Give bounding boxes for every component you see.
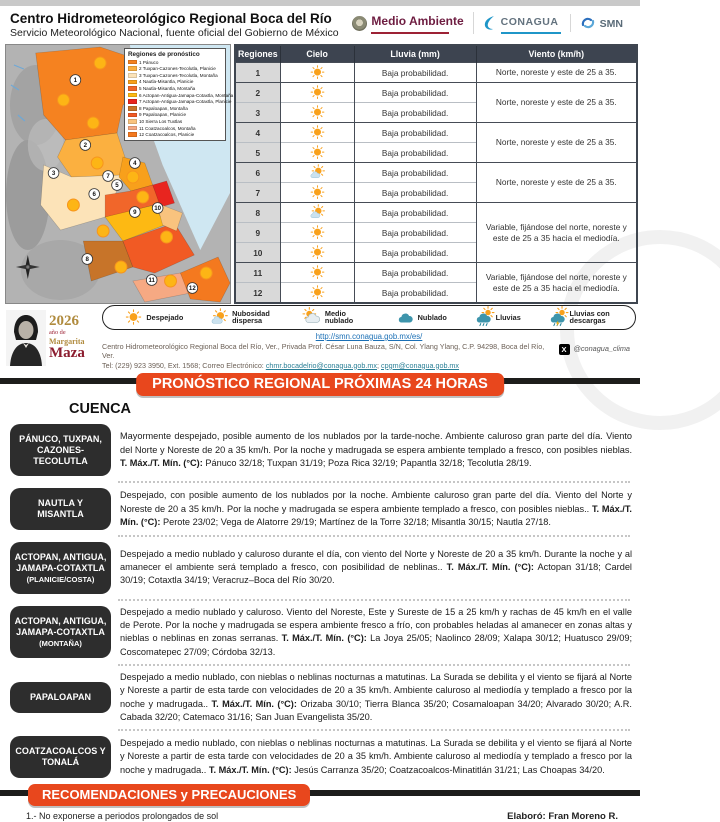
svg-text:3: 3: [51, 170, 56, 178]
svg-text:5: 5: [115, 182, 119, 190]
temps-label: T. Máx./T. Mín. (°C):: [208, 764, 292, 775]
storm-sun-icon: [548, 308, 567, 327]
legend-label: 3 Tuxpan-Cazones-Tecolutla, Montaña: [139, 72, 218, 78]
basin-row: [0, 538, 640, 598]
sun-icon: [309, 284, 326, 301]
sun-cloud-icon: [309, 164, 326, 181]
basin-name-box: [10, 542, 111, 594]
dotted-separator: [118, 664, 630, 666]
table-row: [235, 263, 637, 283]
basin-forecast-text: Despejado, con posible aumento de los nublados por la noche. Ambiente caluroso gran parte del día. Viento del Norte y Noreste de 20 a 35 km/h. Por la noche y madrugada se espera ambiente templado a fresco, con posibles nieblas.. T. Máx./T. Mín. (°C): Perote 23/02; Vega de Alatorre 29/19; Martínez de la Torre 32/18; Misantla 30/15; Nautla 27/18.: [120, 490, 632, 527]
basin-row: [0, 732, 640, 782]
sky-legend-item: [210, 308, 276, 327]
legend-swatch: [128, 113, 137, 118]
sun-icon: [309, 124, 326, 141]
svg-text:7: 7: [106, 173, 110, 181]
basin-row: [0, 667, 640, 728]
sun-icon: [124, 308, 143, 327]
sky-legend-label: Lluvias: [495, 312, 521, 322]
region-cell: 2: [235, 83, 280, 103]
address-line2-prefix: Tel: (229) 923 3950, Ext. 1568; Correo Electrónico:: [102, 360, 266, 370]
basin-name-box: [10, 424, 111, 476]
wind-cell: Norte, noreste y este de 25 a 35.: [476, 63, 637, 83]
column-header: Lluvia (mm): [354, 45, 476, 63]
page-subtitle: Servicio Meteorológico Nacional, fuente oficial del Gobierno de México: [10, 27, 339, 39]
basin-name: COATZACOALCOS Y TONALÁ: [15, 746, 106, 768]
recommendations-band: [0, 784, 640, 808]
basin-name: NAUTLA Y MISANTLA: [37, 498, 84, 520]
sky-legend-item: [474, 308, 521, 327]
basin-row: [0, 602, 640, 663]
legend-swatch: [128, 66, 137, 71]
column-header: Cielo: [280, 45, 354, 63]
svg-text:11: 11: [148, 277, 155, 285]
column-header: Viento (km/h): [476, 45, 637, 63]
conagua-wave-icon: [483, 15, 497, 31]
footer-strip: [0, 304, 640, 370]
address-line1: Centro Hidrometeorológico Regional Boca del Río, Ver., Privada Prof. César Luna Bauza, S/N, Col. Ylang Ylang, C.P. 94298, Boca del Río, Ver.: [102, 341, 545, 361]
basin-name-box: [10, 488, 111, 530]
recommendations-banner: RECOMENDACIONES y PRECAUCIONES: [28, 784, 310, 806]
sky-cell: [280, 203, 354, 223]
legend-label: 4 Nautla-Misantla, Planicie: [139, 79, 194, 85]
smn-url-link[interactable]: http://smn.conagua.gob.mx/es/: [315, 331, 423, 341]
map-legend-row: [128, 99, 232, 105]
sky-cell: [280, 283, 354, 304]
margarita-label: Margarita: [49, 336, 85, 346]
credit-label: Elaboró: Fran Moreno R.: [507, 811, 618, 822]
legend-swatch: [128, 132, 137, 137]
basin-name: PAPALOAPAN: [29, 692, 91, 703]
table-row: [235, 63, 637, 83]
page-header: [0, 6, 640, 44]
dotted-separator: [118, 481, 630, 483]
sun-icon: [309, 64, 326, 81]
dotted-separator: [118, 729, 630, 731]
legend-swatch: [128, 73, 137, 78]
sun-icon: [309, 264, 326, 281]
table-row: [235, 83, 637, 103]
rain-cell: Baja probabilidad.: [354, 83, 476, 103]
column-header: Regiones: [235, 45, 280, 63]
wind-cell: Variable, fijándose del norte, noreste y este de 25 a 35 hacia el mediodía.: [476, 263, 637, 304]
temps-label: T. Máx./T. Mín. (°C):: [281, 633, 367, 644]
sky-legend-label: Despejado: [146, 312, 184, 322]
sun-icon: [309, 184, 326, 201]
sun-cloud-icon: [309, 204, 326, 221]
basin-name: PÁNUCO, TUXPAN, CAZONES-TECOLUTLA: [19, 434, 102, 466]
bottom-partial-row: [0, 808, 640, 822]
legend-label: 10 Sierra Los Tuxtlas: [139, 118, 183, 124]
region-cell: 7: [235, 183, 280, 203]
sun-icon: [309, 244, 326, 261]
rain-cell: Baja probabilidad.: [354, 183, 476, 203]
rain-cell: Baja probabilidad.: [354, 223, 476, 243]
region-cell: 12: [235, 283, 280, 304]
svg-text:6: 6: [92, 191, 96, 199]
region-cell: 4: [235, 123, 280, 143]
legend-swatch: [128, 93, 137, 98]
region-cell: 11: [235, 263, 280, 283]
map-legend-row: [128, 66, 222, 71]
svg-text:12: 12: [188, 285, 196, 293]
map-legend-row: [128, 119, 222, 124]
year-sub-label: año de: [49, 329, 66, 337]
cuenca-column-header: CUENCA: [68, 401, 132, 417]
map-legend: [124, 48, 234, 141]
basin-row: [0, 420, 640, 480]
temps-label: T. Máx./T. Mín. (°C):: [446, 562, 534, 573]
sky-legend-item: [548, 308, 614, 327]
region-cell: 5: [235, 143, 280, 163]
sky-cell: [280, 143, 354, 163]
legend-label: 5 Nautla-Misantla, Montaña: [139, 85, 196, 91]
x-handle[interactable]: @conagua_clima: [573, 343, 630, 353]
basin-forecast-text: Despejado a medio nublado y caluroso. Viento del Noreste, Este y Sureste de 15 a 25 km/h y rachas de 45 km/h en el valle de Perote. Por la noche y madrugada se espera ambiente fresco a frío, con probables heladas al amanecer en zonas altas y nieblas o neblinas en zonas serranas. T. Máx./T. Mín. (°C): La Joya 25/05; Naolinco 28/09; Xalapa 30/12; Huatusco 29/09; Coscomatepec 27/09; Córdoba 32/13.: [120, 606, 632, 657]
site-link-row: [102, 332, 636, 341]
sky-legend-item: [124, 308, 183, 327]
sun-icon: [309, 144, 326, 161]
logo-medio-ambiente: [343, 12, 472, 34]
conagua-label: CONAGUA: [500, 16, 559, 28]
legend-label: 1 Pánuco: [139, 59, 159, 65]
svg-text:8: 8: [85, 256, 89, 264]
legend-swatch: [128, 86, 137, 91]
region-cell: 6: [235, 163, 280, 183]
svg-text:9: 9: [133, 209, 137, 217]
map-legend-row: [128, 79, 222, 84]
map-and-table-section: [0, 44, 640, 304]
map-legend-row: [128, 126, 222, 131]
legend-label: 7 Actopan-Antigua-Jamapa-Cotaxtla, Planicie: [139, 99, 232, 105]
rain-cell: Baja probabilidad.: [354, 203, 476, 223]
basin-name-box: [10, 606, 111, 658]
sun-icon: [309, 84, 326, 101]
rain-cell: Baja probabilidad.: [354, 283, 476, 304]
medio-ambiente-subtitle-bar: [371, 32, 449, 34]
rain-sun-icon: [474, 308, 493, 327]
maza-label: Maza: [49, 344, 85, 361]
legend-label: 9 Papaloapan, Planicie: [139, 112, 186, 118]
region-cell: 9: [235, 223, 280, 243]
map-legend-row: [128, 73, 222, 78]
sky-legend-label: Lluvias con descargas: [569, 308, 610, 326]
logo-bar: [343, 12, 632, 34]
basin-name-box: [10, 736, 111, 778]
sky-cell: [280, 83, 354, 103]
sky-legend-label: Nubosidad dispersa: [232, 308, 270, 326]
sky-condition-legend: [102, 305, 636, 330]
temps-label: T. Máx./T. Mín. (°C):: [120, 457, 203, 468]
basin-forecast-text: Mayormente despejado, posible aumento de los nublados por la tarde-noche. Ambiente caluroso gran parte del día. Viento del Norte y Noreste de 20 a 35 km/h. Por la noche y madrugada se espera ambiente templado a fresco, con posibles nieblas. T. Máx./T. Mín. (°C): Pánuco 32/18; Tuxpan 31/19; Poza Rica 32/19; Papantla 32/18; Tecolutla 28/19.: [120, 431, 632, 468]
basin-name: ACTOPAN, ANTIGUA, JAMAPA-COTAXTLA: [14, 616, 107, 638]
sky-cell: [280, 163, 354, 183]
svg-text:10: 10: [154, 205, 162, 213]
map-legend-row: [128, 106, 222, 111]
temps-label: T. Máx./T. Mín. (°C):: [211, 698, 297, 709]
contact-address: Centro Hidrometeorológico Regional Boca del Río, Ver., Privada Prof. César Luna Bauza, S/N, Col. Ylang Ylang, C.P. 94298, Boca del Río, Ver. Tel: (229) 923 3950, Ext. 1568; Correo Electrónico: chmr.bocadelrio@conagua.gob.mx; cpgm@conagua.gob.mx: [102, 341, 545, 370]
map-legend-row: [128, 132, 222, 137]
medio-ambiente-seal-icon: [352, 16, 367, 31]
svg-text:1: 1: [73, 77, 78, 85]
sky-legend-label: Nublado: [417, 312, 447, 322]
map-legend-row: [128, 86, 222, 91]
basin-sub-label: (MONTAÑA): [39, 639, 82, 649]
legend-swatch: [128, 126, 137, 131]
basin-forecast-text: Despejado a medio nublado, con nieblas o neblinas nocturnas a matutinas. La Surada se debilita y el viento se fijará al Norte y Noreste a partir de esta tarde con velocidades de 20 a 35 km/h. Ambiente caluroso al mediodía y templado a fresco por la noche y madrugada.. T. Máx./T. Mín. (°C): Orizaba 30/10; Tierra Blanca 35/20; Cosamaloapan 34/20; Alvarado 30/20; A.R. Cabada 32/20; Catemaco 31/16; San Juan Evangelista 35/20.: [120, 671, 632, 722]
table-row: [235, 123, 637, 143]
sun-icon: [309, 224, 326, 241]
region-cell: 8: [235, 203, 280, 223]
social-row: [559, 342, 637, 370]
conagua-subtitle-bar: [501, 32, 561, 34]
sky-legend-item: [303, 308, 369, 327]
x-twitter-icon: X: [559, 344, 570, 355]
dotted-separator: [118, 599, 630, 601]
regional-forecast-banner: PRONÓSTICO REGIONAL PRÓXIMAS 24 HORAS: [136, 373, 504, 396]
map-legend-row: [128, 60, 222, 65]
map-legend-title: Regiones de pronóstico: [128, 51, 200, 58]
dotted-separator: [118, 535, 630, 537]
legend-swatch: [128, 60, 137, 65]
rain-cell: Baja probabilidad.: [354, 143, 476, 163]
forecast-table: [234, 44, 638, 304]
basin-sub-label: (PLANICIE/COSTA): [26, 574, 95, 584]
sun-icon: [309, 104, 326, 121]
margarita-maza-portrait: [6, 310, 46, 366]
sky-legend-item: [396, 308, 447, 327]
sun-cloud-icon: [210, 308, 229, 327]
forecast-table-wrap: [234, 44, 638, 304]
basin-forecast-text: Despejado a medio nublado y caluroso durante el día, con viento del Norte y Noreste de 20 a 35 km/h. Durante la noche y al amanecer el ambiente será templado a fresco, con posibilidad de neblinas.. T. Máx./T. Mín. (°C): Actopan 31/18; Cardel 30/19; Cotaxtla 34/19; Veracruz–Boca del Río 30/20.: [120, 548, 632, 586]
table-row: [235, 163, 637, 183]
legend-label: 12 Coatzacoalcos, Planicie: [139, 132, 195, 138]
legend-swatch: [128, 106, 137, 111]
map-legend-row: [128, 92, 234, 98]
year-badge-block: [2, 305, 102, 370]
wind-cell: Variable, fijándose del norte, noreste y este de 25 a 35 hacia el mediodía.: [476, 203, 637, 263]
sky-cell: [280, 183, 354, 203]
rain-cell: Baja probabilidad.: [354, 103, 476, 123]
cloud-icon: [396, 308, 415, 327]
rain-cell: Baja probabilidad.: [354, 163, 476, 183]
forecast-regions-map: [5, 44, 234, 304]
legend-swatch: [128, 99, 137, 104]
temps-label: T. Máx./T. Mín. (°C):: [120, 503, 632, 527]
basin-name: ACTOPAN, ANTIGUA, JAMAPA-COTAXTLA: [14, 551, 107, 573]
page-title: Centro Hidrometeorológico Regional Boca del Río: [10, 11, 332, 26]
region-cell: 10: [235, 243, 280, 263]
legend-swatch: [128, 80, 137, 85]
smn-swirl-icon: [580, 15, 596, 31]
logo-smn: [570, 14, 632, 32]
legend-label: 11 Coatzacoalcos, Montaña: [139, 125, 196, 131]
rain-cell: Baja probabilidad.: [354, 263, 476, 283]
sky-legend-label: Medio nublado: [324, 308, 354, 326]
sky-cell: [280, 263, 354, 283]
svg-text:2: 2: [83, 142, 88, 150]
wind-cell: Norte, noreste y este de 25 a 35.: [476, 163, 637, 203]
legend-swatch: [128, 119, 137, 124]
legend-label: 2 Tuxpan-Cazones-Tecolutla, Planicie: [139, 66, 216, 72]
wind-cell: Norte, noreste y este de 25 a 35.: [476, 123, 637, 163]
table-row: [235, 203, 637, 223]
email1-link[interactable]: chmr.bocadelrio@conagua.gob.mx: [265, 360, 377, 370]
year-label: 2026: [49, 313, 79, 330]
logo-conagua: [473, 12, 570, 34]
medio-ambiente-label: Medio Ambiente: [371, 14, 464, 28]
legend-label: 8 Papaloapan, Montaña: [139, 105, 188, 111]
wind-cell: Norte, noreste y este de 25 a 35.: [476, 83, 637, 123]
sky-cell: [280, 63, 354, 83]
region-cell: 3: [235, 103, 280, 123]
region-cell: 1: [235, 63, 280, 83]
sky-cell: [280, 223, 354, 243]
cloud-sun-icon: [303, 308, 322, 327]
svg-text:4: 4: [133, 160, 137, 168]
recommendation-item-1: 1.- No exponerse a periodos prolongados de sol: [26, 811, 219, 821]
regional-banner-band: [0, 373, 640, 400]
basin-forecast-text: Despejado a medio nublado, con nieblas o neblinas nocturnas a matutinas. La Surada se debilita y el viento se fijará al Norte y Noreste a partir de esta tarde con velocidades de 20 a 35 km/h. Ambiente caluroso al mediodía y templado a fresco por la noche y madrugada.. T. Máx./T. Mín. (°C): Jesús Carranza 35/20; Coatzacoalcos-Minatitlán 31/21; Las Choapas 34/20.: [120, 738, 632, 775]
rain-cell: Baja probabilidad.: [354, 63, 476, 83]
sky-cell: [280, 103, 354, 123]
basin-row: [0, 484, 640, 534]
rain-cell: Baja probabilidad.: [354, 243, 476, 263]
basin-forecasts: [0, 417, 640, 782]
sky-cell: [280, 123, 354, 143]
email2-link[interactable]: cpgm@conagua.gob.mx: [381, 360, 460, 370]
basin-name-box: [10, 682, 111, 713]
legend-label: 6 Actopan-Antigua-Jamapa-Cotaxtla, Montaña: [139, 92, 234, 98]
rain-cell: Baja probabilidad.: [354, 123, 476, 143]
map-legend-row: [128, 112, 222, 117]
sky-cell: [280, 243, 354, 263]
smn-label: SMN: [599, 18, 623, 30]
